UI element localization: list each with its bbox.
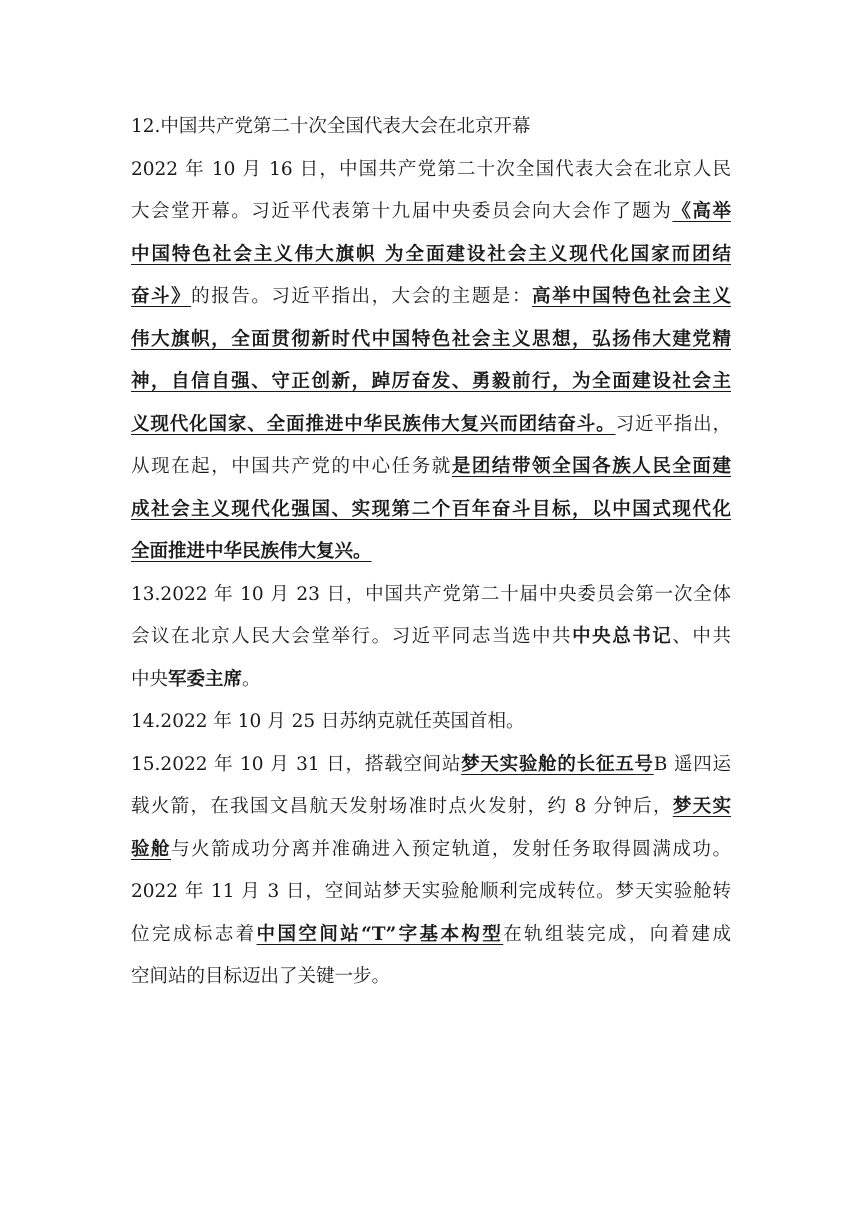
- text-line: [131, 871, 731, 914]
- body-text: 位完成标志着: [131, 923, 257, 945]
- emphasis-underlined: 中国特色社会主义伟大旗帜 为全面建设社会主义现代化国家而团结: [131, 243, 731, 265]
- body-text: 与火箭成功分离并准确进入预定轨道，发射任务取得圆满成功。: [171, 838, 731, 860]
- emphasis-underlined: 梦天实验舱的长征五号: [461, 753, 654, 775]
- emphasis-underlined: 奋斗》: [131, 286, 192, 307]
- text-line: [131, 786, 731, 829]
- body-text: 12.中国共产党第二十次全国代表大会在北京开幕: [131, 116, 531, 137]
- text-line: [131, 616, 731, 659]
- emphasis-underlined: 伟大旗帜，全面贯彻新时代中国特色社会主义思想，弘扬伟大建党精: [131, 328, 731, 350]
- paragraph-item-13: [131, 574, 731, 702]
- emphasis-underlined: 中国空间站“T”字基本构型: [256, 923, 504, 945]
- text-line: [131, 106, 731, 149]
- emphasis-underlined: 验舱: [131, 838, 172, 860]
- body-text: 习近平指出，: [615, 413, 731, 435]
- body-text: 在轨组装完成，向着建成: [503, 923, 731, 945]
- emphasis-underlined: 是团结带领全国各族人民全面建: [451, 456, 731, 477]
- text-line: [131, 149, 731, 192]
- emphasis-underlined: 高举中国特色社会主义: [532, 286, 731, 307]
- emphasis-underlined: 义现代化国家、全面推进中华民族伟大复兴而团结奋斗。: [131, 413, 616, 435]
- body-text: 载火箭，在我国文昌航天发射场准时点火发射，约 8 分钟后，: [131, 796, 673, 817]
- body-text: 13.2022 年 10 月 23 日，中国共产党第二十届中央委员会第一次全体: [131, 583, 731, 605]
- text-line: [131, 446, 731, 489]
- text-line: [131, 489, 731, 532]
- text-line: [131, 319, 731, 362]
- emphasis-bold: 中央总书记: [572, 626, 673, 647]
- text-line: [131, 191, 731, 234]
- body-text: 、中共: [672, 626, 731, 647]
- text-line: [131, 701, 731, 744]
- emphasis-underlined: 梦天实: [672, 796, 731, 817]
- text-line: [131, 659, 731, 702]
- emphasis-underlined: 神，自信自强、守正创新，踔厉奋发、勇毅前行，为全面建设社会主: [131, 371, 731, 392]
- body-text: 。: [242, 668, 261, 690]
- body-text: 大会堂开幕。习近平代表第十九届中央委员会向大会作了题为: [131, 201, 673, 222]
- paragraph-item-15: [131, 744, 731, 999]
- text-line: [131, 276, 731, 319]
- body-text: 14.2022 年 10 月 25 日苏纳克就任英国首相。: [131, 711, 525, 732]
- emphasis-bold: 军委主席: [168, 668, 243, 690]
- paragraph-item-12: [131, 106, 731, 574]
- body-text: 空间站的目标迈出了关键一步。: [131, 966, 391, 987]
- body-text: 15.2022 年 10 月 31 日，搭载空间站: [131, 753, 462, 775]
- text-line: [131, 914, 731, 957]
- emphasis-underlined: 《高举: [672, 201, 731, 222]
- text-line: [131, 956, 731, 999]
- paragraph-item-14: [131, 701, 731, 744]
- text-line: [131, 234, 731, 277]
- text-line: [131, 829, 731, 872]
- body-text: 从现在起，中国共产党的中心任务就: [131, 456, 452, 477]
- text-line: [131, 404, 731, 447]
- text-line: [131, 574, 731, 617]
- text-line: [131, 531, 731, 574]
- text-line: [131, 744, 731, 787]
- body-text: 会议在北京人民大会堂举行。习近平同志当选中共: [131, 626, 573, 647]
- body-text: 2022 年 10 月 16 日，中国共产党第二十次全国代表大会在北京人民: [131, 158, 731, 180]
- body-text: 的报告。习近平指出，大会的主题是：: [191, 286, 533, 307]
- body-text: 中央: [131, 668, 169, 690]
- body-text: 2022 年 11 月 3 日，空间站梦天实验舱顺利完成转位。梦天实验舱转: [131, 881, 731, 902]
- document-body: [131, 106, 731, 999]
- emphasis-underlined: 全面推进中华民族伟大复兴。: [131, 541, 372, 562]
- text-line: [131, 361, 731, 404]
- body-text: B 遥四运: [653, 753, 731, 775]
- emphasis-underlined: 成社会主义现代化强国、实现第二个百年奋斗目标，以中国式现代化: [131, 498, 731, 520]
